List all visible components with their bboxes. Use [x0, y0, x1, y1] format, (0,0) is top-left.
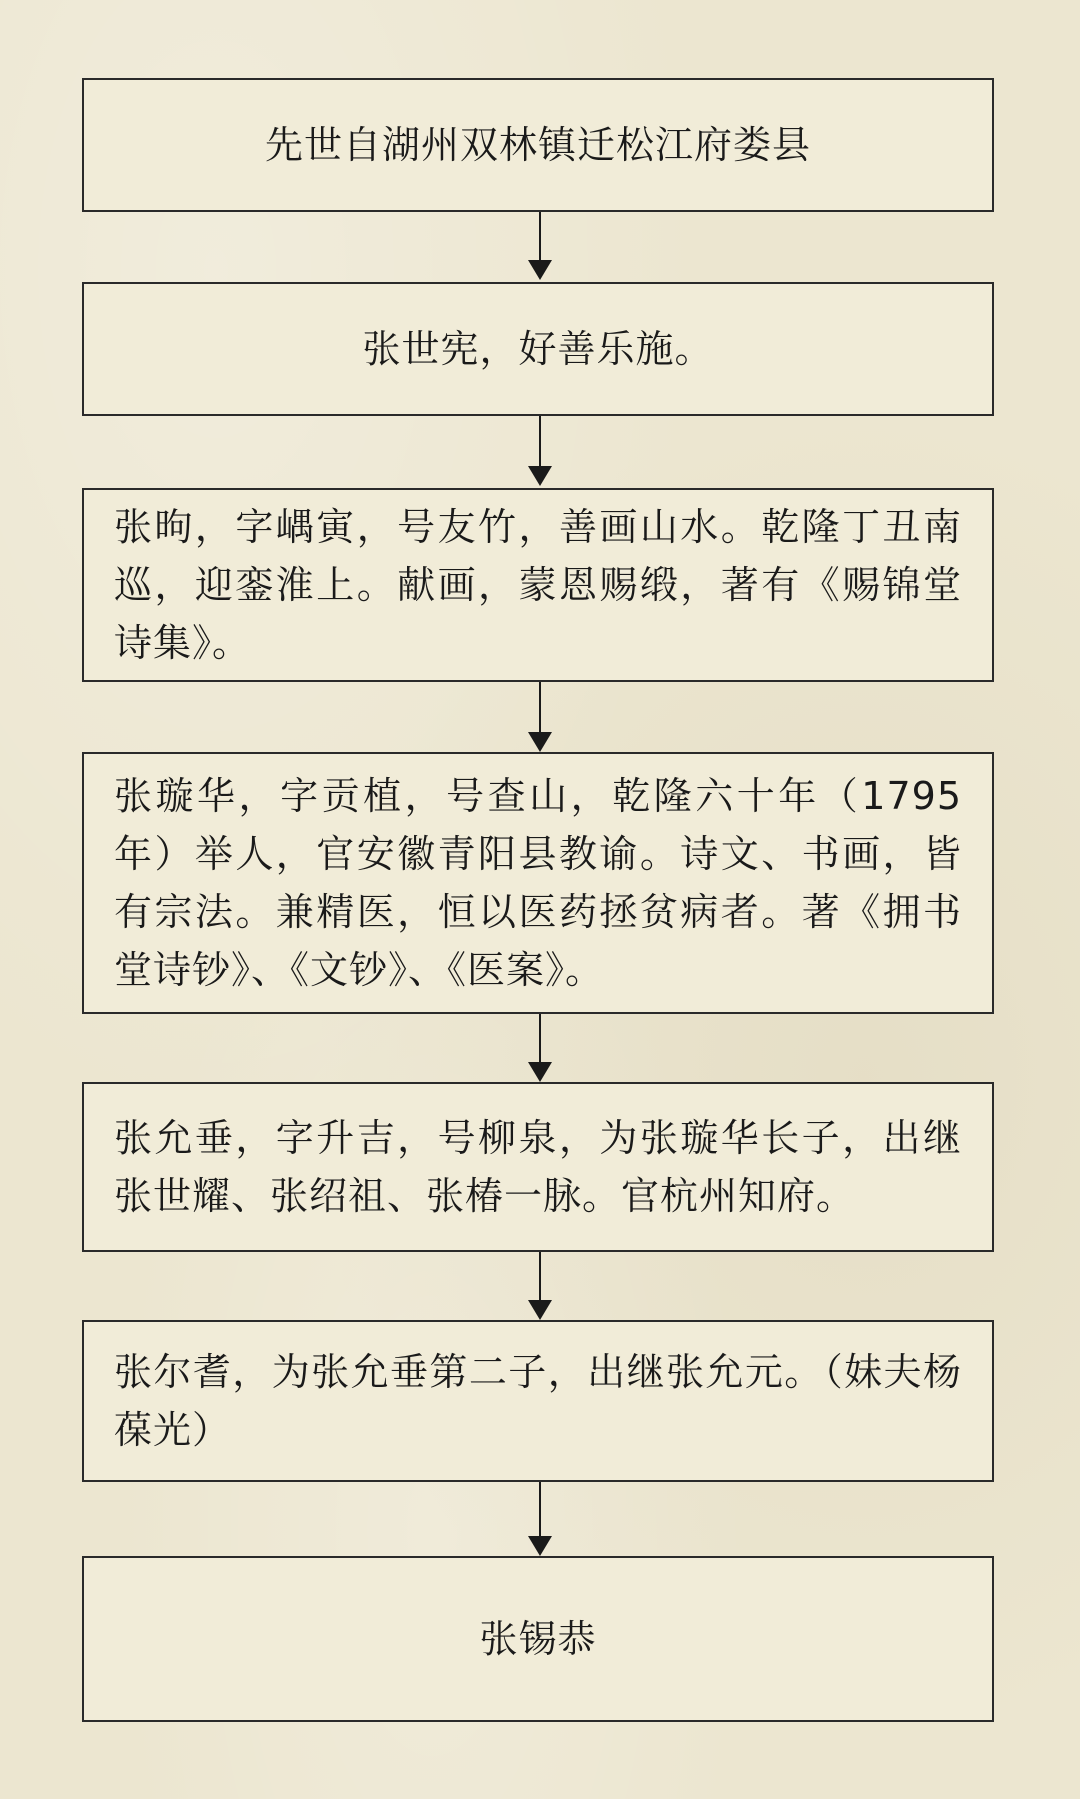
node-origin-text: 先世自湖州双林镇迁松江府娄县 [264, 123, 811, 167]
connector-2 [539, 416, 541, 466]
node-zhang-yunchui-text: 张允垂，字升吉，号柳泉，为张璇华长子，出继张世耀、张绍祖、张椿一脉。官杭州知府。 [114, 1116, 962, 1218]
node-zhang-xu-text: 张昫，字嵎寅，号友竹，善画山水。乾隆丁丑南巡，迎銮淮上。献画，蒙恩赐缎，著有《赐锦堂诗集》。 [114, 505, 962, 665]
node-zhang-xuanhua [82, 752, 994, 1014]
arrow-down-icon [528, 732, 552, 752]
node-zhang-xigong [82, 1556, 994, 1722]
node-origin [82, 78, 994, 212]
node-zhang-shixian-text: 张世宪，好善乐施。 [362, 327, 714, 371]
node-zhang-xuanhua-text: 张璇华，字贡植，号查山，乾隆六十年（1795年）举人，官安徽青阳县教谕。诗文、书画，皆有宗法。兼精医，恒以医药拯贫病者。著《拥书堂诗钞》、《文钞》、《医案》。 [114, 774, 962, 992]
node-zhang-xu [82, 488, 994, 682]
connector-5 [539, 1252, 541, 1300]
connector-4 [539, 1014, 541, 1062]
node-zhang-xigong-text: 张锡恭 [479, 1617, 597, 1661]
connector-3 [539, 682, 541, 732]
connector-1 [539, 212, 541, 260]
arrow-down-icon [528, 1062, 552, 1082]
connector-6 [539, 1482, 541, 1536]
arrow-down-icon [528, 1536, 552, 1556]
node-zhang-yunchui [82, 1082, 994, 1252]
arrow-down-icon [528, 466, 552, 486]
node-zhang-shixian [82, 282, 994, 416]
arrow-down-icon [528, 1300, 552, 1320]
node-zhang-erqi [82, 1320, 994, 1482]
node-zhang-erqi-text: 张尔耆，为张允垂第二子，出继张允元。（妹夫杨葆光） [114, 1350, 962, 1452]
arrow-down-icon [528, 260, 552, 280]
